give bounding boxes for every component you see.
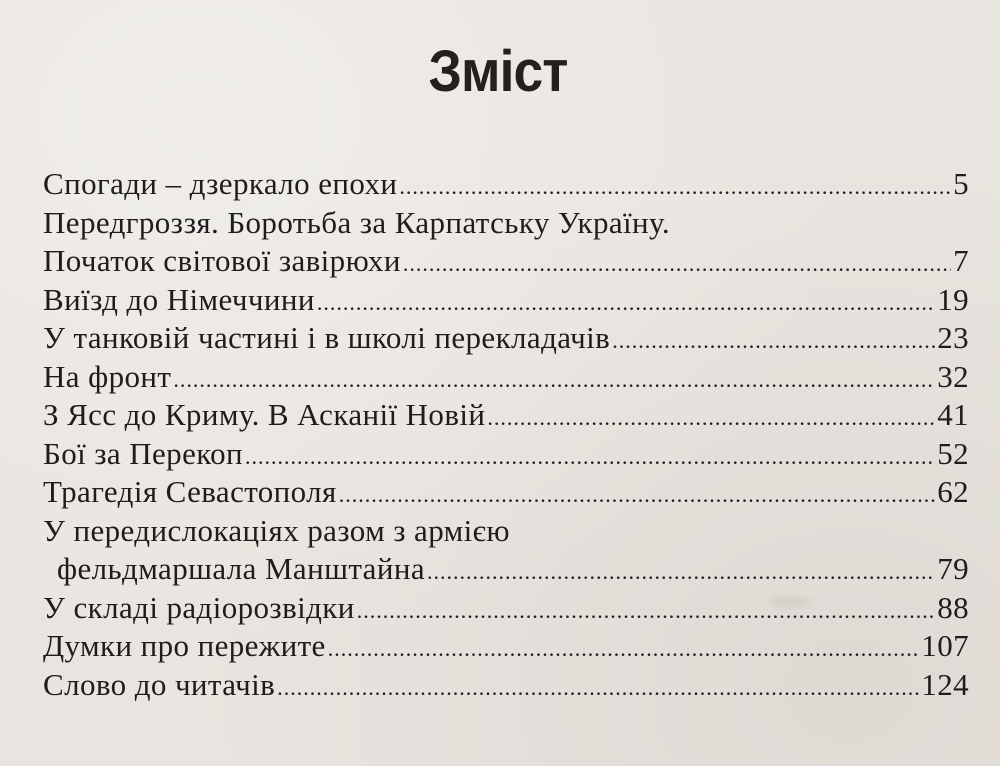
toc-entry-title: У передислокаціях разом з армією	[43, 512, 510, 548]
toc-entry-title: У танковій частині і в школі перекладачів	[43, 320, 611, 355]
toc-entry-title: Спогади – дзеркало епохи	[43, 166, 398, 201]
toc-entry-title: Початок світової завірюхи	[43, 243, 401, 278]
toc-leader-dots	[399, 166, 951, 202]
toc-entry-page: 23	[937, 320, 969, 355]
toc-entry	[43, 282, 969, 321]
toc-entry-page: 7	[953, 243, 969, 278]
toc-entry-title: Слово до читачів	[43, 666, 276, 702]
toc-leader-dots	[427, 551, 935, 587]
toc-entry-title: Трагедія Севастополя	[43, 474, 337, 509]
toc-entry-page: 19	[937, 281, 969, 317]
toc-entry-title: У складі радіорозвідки	[43, 589, 355, 625]
toc-entry	[43, 359, 969, 398]
toc-entry-page: 5	[953, 166, 969, 201]
toc-entry-page: 32	[937, 358, 969, 394]
toc-leader-dots	[173, 359, 935, 395]
toc-entry-title: фельдмаршала Манштайна	[57, 551, 425, 586]
toc-leader-dots	[612, 320, 935, 356]
toc-entry-page: 41	[937, 397, 969, 432]
toc-entry-title: На фронт	[43, 358, 172, 394]
toc-leader-dots	[339, 474, 936, 510]
toc-entry	[43, 205, 969, 244]
toc-entry	[43, 513, 969, 552]
toc-entry	[43, 474, 969, 513]
table-of-contents	[43, 166, 969, 705]
toc-entry-page: 62	[937, 474, 969, 509]
toc-entry	[43, 436, 969, 475]
toc-entry-title: Бої за Перекоп	[43, 435, 244, 471]
toc-entry-title: Передгроззя. Боротьба за Карпатську Україну.	[43, 204, 670, 240]
toc-entry-continued	[43, 551, 969, 590]
toc-leader-dots	[487, 397, 935, 433]
toc-leader-dots	[328, 628, 920, 664]
page-title: Зміст	[428, 39, 568, 104]
toc-entry	[43, 397, 969, 436]
toc-entry	[43, 243, 969, 282]
toc-entry	[43, 667, 969, 706]
toc-leader-dots	[317, 282, 935, 318]
toc-entry-page: 52	[937, 435, 969, 471]
toc-entry-title: Виїзд до Німеччини	[43, 281, 315, 317]
toc-leader-dots	[357, 590, 935, 626]
toc-entry	[43, 590, 969, 629]
toc-leader-dots	[245, 436, 935, 472]
toc-entry-title: З Ясс до Криму. В Асканії Новій	[43, 397, 486, 432]
toc-leader-dots	[277, 667, 919, 703]
toc-entry	[43, 628, 969, 667]
toc-leader-dots	[403, 243, 951, 279]
toc-entry-page: 88	[937, 589, 969, 625]
toc-entry-page: 79	[937, 551, 969, 586]
toc-entry-page: 124	[921, 666, 969, 702]
toc-entry	[43, 166, 969, 205]
toc-entry-title: Думки про пережите	[43, 628, 326, 663]
toc-entry	[43, 320, 969, 359]
toc-entry-page: 107	[921, 628, 969, 663]
